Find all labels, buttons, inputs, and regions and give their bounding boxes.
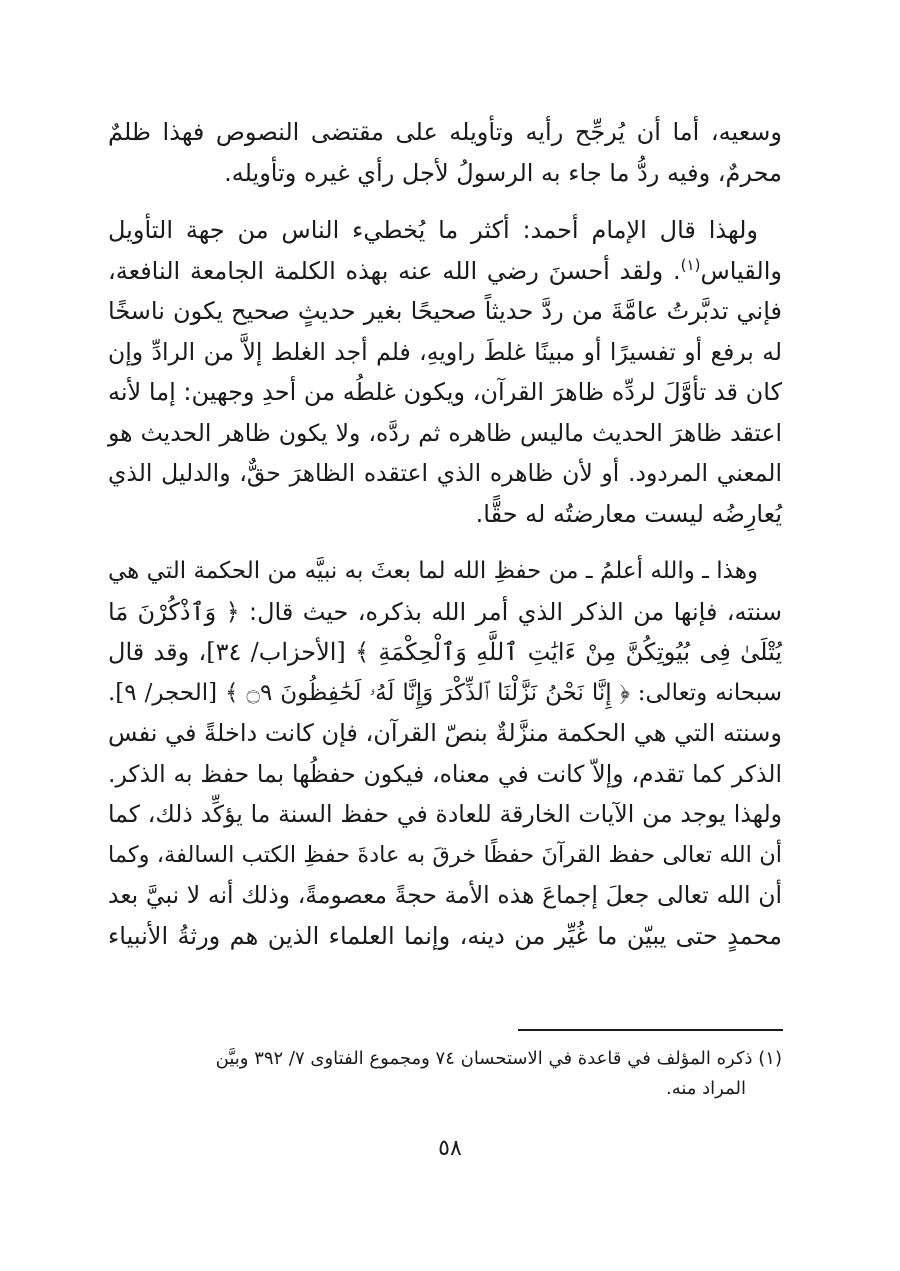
paragraph-2-line-4: له برفع أو تفسيرًا أو مبينًا غلطَ راويهِ، فلم أجد الغلط إلاَّ من الرادِّ وإن bbox=[108, 337, 782, 366]
paragraph-2-line-5: كان قد تأوَّلَ لردِّه ظاهرَ القرآن، ويكون غلطُه من أحدِ وجهين: إما لأنه bbox=[108, 378, 782, 406]
footnote-line-2: المراد منه. bbox=[665, 1078, 746, 1099]
footnote-divider bbox=[518, 1029, 783, 1031]
paragraph-3-line-7: ولهذا يوجد من الآيات الخارقة للعادة في حفظ السنة ما يؤكِّد ذلك، كما bbox=[108, 800, 782, 828]
paragraph-3-line-4-quran: سبحانه وتعالى: ﴿ إِنَّا نَحْنُ نَزَّلْنَا ٱلذِّكْرَ وَإِنَّا لَهُۥ لَحَٰفِظُونَ ۝٩ ﴾ [الحجر/ ٩]. bbox=[108, 679, 782, 706]
paragraph-2-line-1: ولهذا قال الإمام أحمد: أكثر ما يُخطيء الناس من جهة التأويل bbox=[108, 216, 758, 244]
paragraph-2 bbox=[108, 210, 782, 534]
paragraph-3-line-2: سنته، فإنها من الذكر الذي أمر الله بذكره، حيث قال: ﴿ وَٱذْكُرْنَ مَا bbox=[108, 597, 782, 626]
page-number: ٥٨ bbox=[438, 1136, 462, 1161]
paragraph-3-line-8: أن الله تعالى حفظ القرآنَ حفظًا خرقَ به عادةَ حفظِ الكتب السالفة، وكما bbox=[108, 841, 782, 868]
paragraph-2-line-3: فإني تدبَّرتُ عامَّةَ من ردَّ حديثاً صحيحًا بغير حديثٍ صحيح يكون ناسخًا bbox=[108, 297, 782, 325]
paragraph-1-line-2: محرمٌ، وفيه ردُّ ما جاء به الرسولُ لأجل رأي غيره وتأويله. bbox=[224, 158, 782, 187]
paragraph-2-line-8: يُعارِضُه ليست معارضتُه له حقًّا. bbox=[475, 499, 782, 528]
paragraph-2-line-2 bbox=[108, 251, 782, 292]
paragraph-3-line-5: وسنته التي هي الحكمة منزَّلةٌ بنصّ القرآن، فإن كانت داخلةً في نفس bbox=[108, 719, 782, 747]
paragraph-3 bbox=[108, 551, 782, 956]
footnote bbox=[108, 1044, 782, 1104]
paragraph-2-line-2-start: والقياس bbox=[700, 256, 782, 285]
page-body bbox=[108, 112, 782, 956]
paragraph-2-line-2-end: . ولقد أحسنَ رضي الله عنه بهذه الكلمة الجامعة النافعة، bbox=[108, 256, 681, 285]
paragraph-1-line-1: وسعيه، أما أن يُرجِّح رأيه وتأويله على مقتضى النصوص فهذا ظلمٌ bbox=[108, 118, 782, 146]
paragraph-3-line-10: محمدٍ حتى يبيّن ما غُيِّر من دينه، وإنما العلماء الذين هم ورثةُ الأنبياء bbox=[108, 921, 782, 950]
paragraph-3-line-1: وهذا ـ والله أعلمُ ـ من حفظِ الله لما بعثَ به نبيَّه من الحكمة التي هي bbox=[108, 558, 758, 584]
paragraph-3-line-9: أن الله تعالى جعلَ إجماعَ هذه الأمة حجةً معصومةً، وذلك أنه لا نبيَّ بعد bbox=[108, 881, 782, 909]
footnote-line-1: (١) ذكره المؤلف في قاعدة في الاستحسان ٧٤ ومجموع الفتاوى ٧/ ٣٩٢ وبيَّن bbox=[215, 1048, 782, 1069]
paragraph-2-line-7: المعني المردود. أو لأن ظاهره الذي اعتقده الظاهرَ حقٌّ، والدليل الذي bbox=[108, 459, 782, 487]
footnote-reference[interactable]: (١) bbox=[680, 255, 701, 274]
paragraph-3-line-3-quran: يُتْلَىٰ فِى بُيُوتِكُنَّ مِنْ ءَايَٰتِ ٱللَّهِ وَٱلْحِكْمَةِ ﴾ [الأحزاب/ ٣٤]، وقد قال bbox=[108, 638, 783, 666]
paragraph-1 bbox=[108, 112, 782, 193]
paragraph-3-line-6: الذكر كما تقدم، وإلاّ كانت في معناه، فيكون حفظُها بما حفظ به الذكر. bbox=[108, 759, 782, 788]
paragraph-2-line-6: اعتقد ظاهرَ الحديث ماليس ظاهره ثم ردَّه، ولا يكون ظاهر الحديث هو bbox=[108, 418, 782, 447]
